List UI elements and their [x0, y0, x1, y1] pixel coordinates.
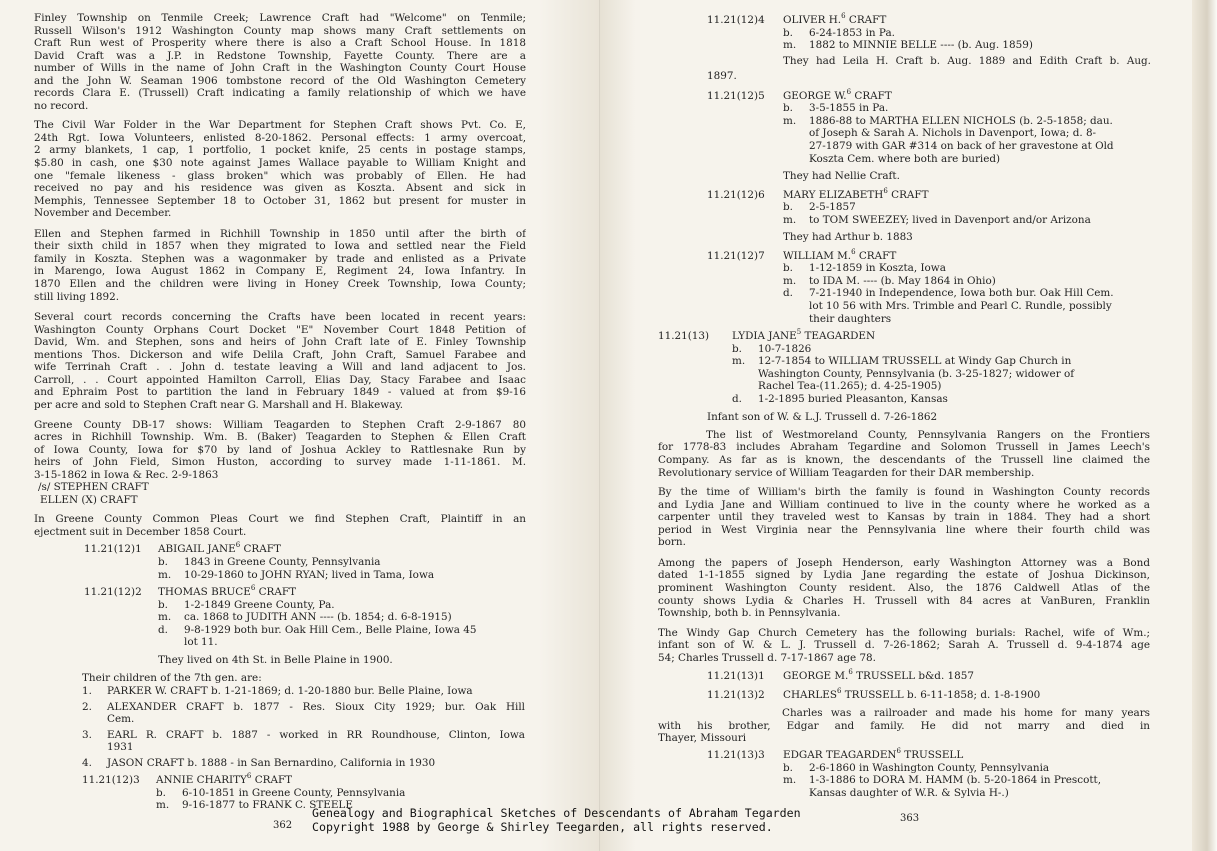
child-number: 2.: [82, 700, 92, 713]
text-line: ALEXANDER CRAFT b. 1877 - Res. Sioux City 1929; bur. Oak Hill: [107, 700, 525, 713]
paragraph: [34, 228, 526, 303]
text-line: David Craft was a J.P. in Redstone Township, Fayette County. There are a: [34, 49, 526, 62]
fact-key: m.: [783, 774, 797, 787]
text-line: heirs of John Field, Simon Huston, according to survey made 1-11-1861. M.: [34, 456, 526, 469]
fact-value: Rachel Tea-(11.265); d. 4-25-1905): [758, 380, 942, 393]
text-line: 3-15-1862 in Iowa & Rec. 2-9-1863: [34, 468, 219, 481]
fact-value: 27-1879 with GAR #314 on back of her gravestone at Old: [809, 139, 1114, 152]
fact-key: d.: [158, 623, 168, 636]
text-line: number of Wills in the name of John Craft in the Washington County Court House: [34, 62, 526, 75]
text-line: infant son of W. & L. J. Trussell d. 7-26-1862; Sarah A. Trussell d. 9-4-1874 age: [658, 639, 1150, 652]
person-name: LYDIA JANE$^5$ TEAGARDEN: [732, 328, 876, 343]
generation-number: 6: [250, 584, 256, 593]
paragraph: [658, 429, 1150, 479]
text-line: 2 army blankets, 1 cap, 1 portfolio, 1 pocket knife, 25 cents in postage stamps,: [34, 144, 526, 157]
entry-name: [783, 14, 886, 27]
fact-value: 1-2-1895 buried Pleasanton, Kansas: [758, 392, 948, 405]
entry-name: [783, 186, 929, 202]
fact-value: 6-24-1853 in Pa.: [809, 26, 895, 39]
fact-value: 9-16-1877 to FRANK C. STEELE: [182, 799, 353, 812]
text-line: Several court records concerning the Crafts have been located in recent years:: [34, 311, 526, 324]
paragraph: [658, 557, 1150, 620]
generation-number: 6: [841, 12, 846, 20]
fact-value: Koszta Cem. where both are buried): [809, 152, 1001, 165]
text-line: In Greene County Common Pleas Court we find Stephen Craft, Plaintiff in an: [34, 513, 526, 526]
entry-id: 11.21(12)4: [707, 14, 765, 26]
text-line: and the John W. Seaman 1906 tombstone record of the Old Washington Cemetery: [34, 74, 526, 87]
entry-id: 11.21(13): [658, 330, 710, 343]
fact-key: b.: [783, 201, 793, 214]
generation-number: 6: [851, 247, 856, 256]
person-name: CHARLES$^6$ TRUSSELL: [783, 686, 904, 701]
fact-value: 12-7-1854 to WILLIAM TRUSSELL at Windy Gap Church in: [758, 355, 1072, 368]
entry-id: 11.21(12)5: [707, 89, 765, 102]
text-line: their sixth child in 1857 when they migrated to Iowa and settled near the Field: [34, 240, 526, 253]
paragraph: [34, 119, 526, 219]
paragraph: [658, 486, 1150, 549]
fact-value: ca. 1868 to JUDITH ANN ---- (b. 1854; d. 6-8-1915): [184, 611, 452, 624]
child-entry: [107, 685, 525, 698]
entry-id: 11.21(12)2: [84, 586, 142, 599]
copyright-footer: [312, 806, 912, 834]
fact-value: Washington County, Pennsylvania (b. 3-25-1827; widower of: [758, 367, 1075, 380]
text-line: Washington County Orphans Court Docket "E" November Court 1848 Petition of: [34, 323, 526, 336]
fact-key: b.: [783, 761, 793, 774]
fact-value: 1-12-1859 in Koszta, Iowa: [809, 262, 946, 275]
children-heading: Their children of the 7th gen. are:: [82, 672, 262, 685]
child-number: 3.: [82, 728, 92, 741]
text-line: Among the papers of Joseph Henderson, early Washington Attorney was a Bond: [658, 556, 1150, 569]
fact-value: 7-21-1940 in Independence, Iowa both bur. Oak Hill Cem.: [809, 287, 1114, 300]
text-line: Company. As far as is known, the descendants of the Trussell line claimed the: [658, 454, 1150, 467]
signature-stephen: /s/ STEPHEN CRAFT: [38, 481, 149, 494]
generation-number: 6: [235, 541, 241, 550]
fact-value: Kansas daughter of W.R. & Sylvia H-.): [809, 786, 1009, 799]
text-line: Revolutionary service of William Teagarden for their DAR membership.: [658, 466, 1035, 479]
text-line: records Clara E. (Trussell) Craft indicating a family relationship of which we have: [34, 87, 526, 100]
entry-note-continued: 1897.: [707, 70, 737, 83]
generation-number: 6: [836, 686, 842, 695]
entry-id: 11.21(12)7: [707, 249, 765, 262]
entry-note: They had Nellie Craft.: [783, 170, 900, 183]
text-line: $5.80 in cash, one $30 note against James Wallace payable to William Knight and: [34, 157, 526, 170]
footer-copyright: Copyright 1988 by George & Shirley Teegarden, all rights reserved.: [312, 820, 773, 834]
text-line: one "female likeness - glass broken" which was probably of Ellen. He had: [34, 169, 526, 182]
fact-key: m.: [158, 568, 172, 581]
text-line: PARKER W. CRAFT b. 1-21-1869; d. 1-20-1880 bur. Belle Plaine, Iowa: [107, 684, 473, 697]
fact-key: b.: [158, 598, 168, 611]
person-name: OLIVER H.$^6$ CRAFT: [783, 12, 887, 26]
text-line: 1870 Ellen and the children were living in Honey Creek Township, Iowa County;: [34, 277, 526, 290]
person-name: MARY ELIZABETH$^6$ CRAFT: [783, 186, 929, 201]
child-number: 4.: [82, 756, 92, 769]
generation-number: 6: [896, 747, 901, 756]
fact-key: b.: [158, 555, 168, 568]
text-line: David, Wm. and Stephen, sons and heirs of John Craft late of E. Finley Township: [34, 336, 526, 349]
text-line: per acre and sold to Stephen Craft near G. Marshall and H. Blakeway.: [34, 398, 404, 411]
footer-title: Genealogy and Biographical Sketches of Descendants of Abraham Tegarden: [312, 806, 801, 820]
text-line: county shows Lydia & Charles H. Trussell with 84 acres at VanBuren, Franklin: [658, 594, 1150, 607]
fact-key: d.: [783, 287, 793, 300]
text-line: of Iowa County, Iowa for $70 by land of Joshua Ackley to Rattlesnake Run by: [34, 443, 526, 456]
fact-key: m.: [783, 114, 797, 127]
text-line: Memphis, Tennessee September 18 to October 31, 1862 but present for muster in: [34, 194, 526, 207]
text-line: Cem.: [107, 713, 135, 726]
entry-name: CHARLES$^6$ TRUSSELL b. 6-11-1858; d. 1-8-1900: [783, 686, 1041, 701]
fact-value: 10-7-1826: [758, 342, 812, 355]
entry-id: 11.21(12)1: [84, 543, 142, 556]
text-line: Thayer, Missouri: [658, 732, 747, 745]
paragraph: [34, 419, 526, 482]
text-line: period in West Virginia near the Pennsylvania line where their fourth child was: [658, 523, 1150, 536]
text-line: Craft Run west of Prosperity where there is also a Craft School House. In 1818: [34, 37, 526, 50]
text-line: Charles was a railroader and made his home for many years: [782, 707, 1150, 720]
text-line: 1931: [107, 741, 134, 754]
person-name: EDGAR TEAGARDEN$^6$ TRUSSELL: [783, 747, 964, 762]
book-edge: [1192, 0, 1217, 851]
text-line: mentions Thos. Dickerson and wife Delila Craft, John Craft, Samuel Farabee and: [34, 348, 526, 361]
text-line: ejectment suit in December 1858 Court.: [34, 525, 247, 538]
entry-name: GEORGE M.$^6$ TRUSSELL b&d. 1857: [783, 668, 974, 683]
text-line: received no pay and his residence was given as Koszta. Absent and sick in: [34, 182, 526, 195]
text-line: in Marengo, Iowa August 1862 in Company E, Regiment 24, Iowa Infantry. In: [34, 265, 526, 278]
entry-id: 11.21(12)3: [82, 774, 140, 787]
fact-key: m.: [783, 274, 797, 287]
fact-key: m.: [732, 355, 746, 368]
text-line: EARL R. CRAFT b. 1887 - worked in RR Roundhouse, Clinton, Iowa: [107, 728, 525, 741]
child-entry: [107, 757, 525, 770]
generation-number: 6: [883, 186, 888, 195]
person-name: ABIGAIL JANE$^6$ CRAFT: [158, 541, 281, 556]
text-line: 24th Rgt. Iowa Volunteers, enlisted 8-20-1862. Personal effects: 1 army overcoat,: [34, 131, 526, 144]
right-page: [600, 0, 1192, 851]
fact-value: lot 11.: [184, 636, 218, 649]
text-line: no record.: [34, 99, 89, 112]
person-name: GEORGE W.$^6$ CRAFT: [783, 87, 892, 102]
charles-note: [658, 707, 1150, 745]
text-line: JASON CRAFT b. 1888 - in San Bernardino, California in 1930: [107, 756, 436, 769]
text-line: The Civil War Folder in the War Department for Stephen Craft shows Pvt. Co. E,: [34, 119, 526, 132]
fact-key: b.: [156, 786, 166, 799]
person-name: THOMAS BRUCE$^6$ CRAFT: [158, 584, 297, 599]
text-line: acres in Richhill Township. Wm. B. (Baker) Teagarden to Stephen & Ellen Craft: [34, 431, 526, 444]
entry-name: [732, 330, 875, 343]
entry-id: 11.21(12)6: [707, 188, 765, 201]
entry-name: [783, 749, 963, 762]
fact-value: of Joseph & Sarah A. Nichols in Davenport, Iowa; d. 8-: [809, 127, 1097, 140]
fact-value: 2-6-1860 in Washington County, Pennsylvania: [809, 761, 1050, 774]
text-line: carpenter until they traveled west to Kansas by train in 1884. They had a short: [658, 511, 1150, 524]
ejectment-paragraph: [34, 513, 526, 538]
generation-number: 6: [846, 87, 852, 96]
fact-value: 1-2-1849 Greene County, Pa.: [184, 598, 335, 611]
person-name: ANNIE CHARITY$^6$ CRAFT: [156, 772, 293, 787]
text-line: born.: [658, 536, 686, 549]
text-line: The list of Westmoreland County, Pennsylvania Rangers on the Frontiers: [706, 428, 1150, 441]
fact-value: lot 10 56 with Mrs. Trimble and Pearl C. Rundle, possibly: [809, 299, 1112, 312]
fact-key: m.: [156, 799, 170, 812]
text-line: prominent Washington County resident. Also, the 1876 Caldwell Atlas of the: [658, 581, 1150, 594]
text-line: Russell Wilson's 1912 Washington County map shows many Craft settlements on: [34, 24, 526, 37]
fact-value: 6-10-1851 in Greene County, Pennsylvania: [182, 786, 406, 799]
text-line: still living 1892.: [34, 290, 120, 303]
fact-value: 1886-88 to MARTHA ELLEN NICHOLS (b. 2-5-1858; dau.: [809, 114, 1113, 127]
generation-number: 6: [246, 772, 252, 781]
fact-key: b.: [783, 262, 793, 275]
text-line: Finley Township on Tenmile Creek; Lawrence Craft had "Welcome" on Tenmile;: [34, 12, 526, 24]
paragraph: [34, 311, 526, 411]
fact-key: d.: [732, 392, 742, 405]
paragraph: [34, 12, 526, 112]
fact-key: b.: [783, 102, 793, 115]
fact-value: 1882 to MINNIE BELLE ---- (b. Aug. 1859): [809, 39, 1033, 52]
paragraph: [658, 627, 1150, 665]
fact-value: 1843 in Greene County, Pennsylvania: [184, 555, 381, 568]
child-entry: [107, 729, 525, 754]
text-line: By the time of William's birth the family is found in Washington County records: [658, 486, 1150, 499]
infant-note: Infant son of W. & L.J. Trussell d. 7-26-1862: [707, 411, 938, 424]
entry-id: 11.21(13)1: [707, 670, 765, 683]
text-line: November and December.: [34, 207, 172, 220]
entry-id: 11.21(13)2: [707, 688, 765, 701]
text-line: wife Terrinah Craft . . John d. testate leaving a Will and land adjacent to Jos.: [34, 361, 526, 374]
person-name: WILLIAM M.$^6$ CRAFT: [783, 247, 897, 262]
child-number: 1.: [82, 684, 92, 697]
child-entry: [107, 701, 525, 726]
entry-name: [156, 774, 292, 787]
entry-note: They had Leila H. Craft b. Aug. 1889 and Edith Craft b. Aug.: [783, 54, 1151, 67]
entry-name: [158, 586, 296, 599]
text-line: The Windy Gap Church Cemetery has the following burials: Rachel, wife of Wm.;: [658, 626, 1150, 639]
text-line: Greene County DB-17 shows: William Teagarden to Stephen Craft 2-9-1867 80: [34, 418, 526, 431]
text-line: family in Koszta. Stephen was a wagonmaker by trade and enlisted as a Private: [34, 252, 526, 265]
fact-value: to TOM SWEEZEY; lived in Davenport and/or Arizona: [809, 213, 1091, 226]
entry-note: They lived on 4th St. in Belle Plaine in 1900.: [158, 653, 393, 666]
text-line: for 1778-83 includes Abraham Tegardine and Solomon Trussell in James Leech's: [658, 441, 1150, 454]
text-line: Ellen and Stephen farmed in Richhill Township in 1850 until after the birth of: [34, 227, 526, 240]
fact-key: m.: [158, 611, 172, 624]
generation-number: 5: [796, 328, 802, 337]
left-page: [0, 0, 600, 851]
person-name: GEORGE M.$^6$ TRUSSELL: [783, 668, 916, 683]
fact-value: their daughters: [809, 312, 892, 325]
text-line: Carroll, . . Court appointed Hamilton Carroll, Elias Day, Stacy Farabee and Isaac: [34, 373, 526, 386]
entry-name: [783, 87, 892, 103]
text-line: with his brother, Edgar and family. He did not marry and died in: [658, 719, 1150, 732]
signature-ellen: ELLEN (X) CRAFT: [40, 493, 138, 506]
left-page-number: 362: [273, 820, 293, 831]
text-line: Township, both b. in Pennsylvania.: [658, 607, 841, 620]
entry-name: [783, 247, 897, 263]
fact-key: m.: [783, 213, 797, 226]
fact-value: to IDA M. ---- (b. May 1864 in Ohio): [809, 274, 996, 287]
text-line: and Ephraim Post to partition the land in February 1849 - valued at from $9-16: [34, 386, 526, 399]
entry-name: [158, 543, 281, 556]
text-line: dated 1-1-1855 signed by Lydia Jane regarding the estate of Joshua Dickinson,: [658, 569, 1150, 582]
right-page-number: 363: [900, 813, 920, 824]
text-line: 54; Charles Trussell d. 7-17-1867 age 78.: [658, 651, 876, 664]
fact-key: m.: [783, 39, 797, 52]
fact-value: 2-5-1857: [809, 201, 856, 214]
fact-value: 10-29-1860 to JOHN RYAN; lived in Tama, Iowa: [184, 568, 435, 581]
fact-value: 3-5-1855 in Pa.: [809, 102, 889, 115]
generation-number: 6: [848, 668, 853, 677]
entry-id: 11.21(13)3: [707, 749, 765, 762]
fact-key: b.: [783, 26, 793, 39]
fact-key: b.: [732, 342, 742, 355]
fact-value: 1-3-1886 to DORA M. HAMM (b. 5-20-1864 in Prescott,: [809, 774, 1101, 787]
fact-value: 9-8-1929 both bur. Oak Hill Cem., Belle Plaine, Iowa 45: [184, 623, 477, 636]
text-line: and Lydia Jane and William continued to live in the county where he worked as a: [658, 498, 1150, 511]
entry-note: They had Arthur b. 1883: [783, 231, 913, 244]
